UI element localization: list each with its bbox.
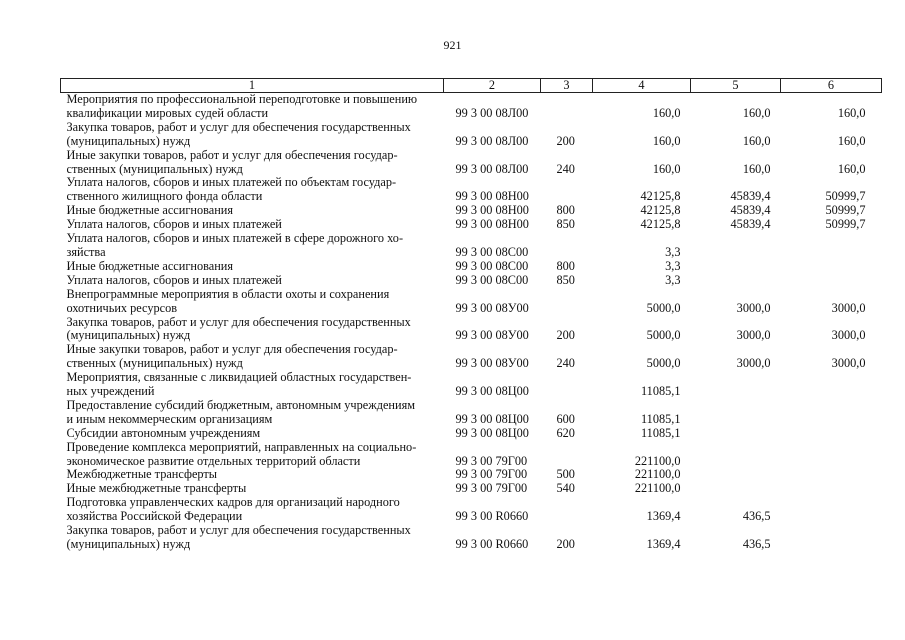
table-row — [61, 427, 882, 441]
row-value-col4: 5000,0 — [646, 328, 681, 343]
row-code: 99 3 00 R0660 — [455, 537, 529, 551]
row-value-col4: 42125,8 — [640, 189, 681, 204]
row-value-col6: 50999,7 — [825, 217, 866, 232]
row-value-col5: 3000,0 — [736, 328, 771, 343]
table-row — [61, 176, 882, 204]
table-row — [61, 524, 882, 552]
row-value-col4: 221100,0 — [634, 481, 681, 496]
row-description: Иные межбюджетные трансферты — [66, 481, 247, 496]
row-code: 99 3 00 08Н00 — [455, 217, 529, 232]
row-code: 99 3 00 08С00 — [455, 272, 529, 287]
table-row — [61, 496, 882, 524]
table-header-row — [61, 79, 882, 93]
row-expense-type: 200 — [556, 328, 575, 343]
row-description: Уплата налогов, сборов и иных платежей — [66, 217, 282, 232]
row-value-col6 — [781, 482, 882, 496]
row-value-col6 — [781, 496, 882, 524]
table-row — [61, 218, 882, 232]
row-value-col6: 160,0 — [837, 105, 866, 120]
row-expense-type: 800 — [556, 203, 575, 218]
row-description: Закупка товаров, работ и услуг для обеспечения государственных (муниципальных) нужд — [66, 523, 411, 551]
header-col-2: 2 — [444, 79, 541, 93]
row-expense-type: 850 — [556, 272, 575, 287]
row-value-col4: 11085,1 — [640, 425, 681, 440]
row-description: Закупка товаров, работ и услуг для обеспечения государственных (муниципальных) нужд — [66, 119, 411, 148]
row-value-col5 — [691, 468, 781, 482]
row-value-col4: 160,0 — [652, 161, 681, 176]
row-expense-type: 500 — [556, 467, 575, 482]
row-description: Субсидии автономным учреждениям — [66, 425, 261, 440]
row-value-col5 — [691, 371, 781, 399]
row-description: Межбюджетные трансферты — [66, 467, 218, 482]
row-value-col4: 221100,0 — [634, 453, 681, 468]
row-value-col5: 45839,4 — [730, 189, 771, 204]
budget-table — [60, 78, 882, 552]
row-description: Иные закупки товаров, работ и услуг для обеспечения государ- ственных (муниципальных) нужд — [66, 342, 398, 371]
row-value-col4: 221100,0 — [634, 467, 681, 482]
row-expense-type: 600 — [556, 411, 575, 426]
row-value-col4: 42125,8 — [640, 217, 681, 232]
table-row — [61, 441, 882, 469]
row-value-col5: 3000,0 — [736, 300, 771, 315]
row-expense-type: 620 — [556, 425, 575, 440]
row-description: Предоставление субсидий бюджетным, автономным учреждениям и иным некоммерческим организациям — [66, 397, 416, 426]
row-value-col4: 3,3 — [665, 244, 681, 259]
header-col-3: 3 — [541, 79, 593, 93]
row-code: 99 3 00 08Л00 — [455, 133, 529, 148]
row-value-col4: 11085,1 — [640, 411, 681, 426]
table-row — [61, 121, 882, 149]
table-row — [61, 204, 882, 218]
row-value-col6: 160,0 — [837, 161, 866, 176]
row-value-col6 — [781, 274, 882, 288]
row-value-col6 — [781, 427, 882, 441]
table-row — [61, 149, 882, 177]
row-description: Внепрограммные мероприятия в области охоты и сохранения охотничьих ресурсов — [66, 286, 390, 315]
table-row — [61, 93, 882, 121]
header-col-4: 4 — [593, 79, 691, 93]
header-col-1: 1 — [61, 79, 444, 93]
row-value-col4: 1369,4 — [646, 537, 681, 551]
row-expense-type: 800 — [556, 258, 575, 273]
row-value-col4: 3,3 — [665, 258, 681, 273]
row-code: 99 3 00 08Ц00 — [455, 411, 529, 426]
table-row — [61, 260, 882, 274]
row-expense-type — [541, 496, 593, 524]
row-value-col6: 50999,7 — [825, 203, 866, 218]
row-description: Иные бюджетные ассигнования — [66, 203, 234, 218]
row-code: 99 3 00 08У00 — [455, 300, 529, 315]
row-code: 99 3 00 08С00 — [455, 244, 529, 259]
table-row — [61, 399, 882, 427]
row-code: 99 3 00 R0660 — [455, 509, 529, 524]
table-row — [61, 288, 882, 316]
row-code: 99 3 00 08С00 — [455, 258, 529, 273]
row-value-col5 — [691, 482, 781, 496]
row-value-col5: 436,5 — [742, 509, 771, 524]
row-value-col4: 160,0 — [652, 133, 681, 148]
row-value-col5: 3000,0 — [736, 356, 771, 371]
row-description: Уплата налогов, сборов и иных платежей — [66, 272, 282, 287]
row-value-col6 — [781, 468, 882, 482]
row-expense-type: 200 — [556, 537, 575, 551]
row-expense-type: 200 — [556, 133, 575, 148]
row-value-col6 — [781, 399, 882, 427]
row-expense-type: 540 — [556, 481, 575, 496]
row-value-col5: 45839,4 — [730, 217, 771, 232]
row-value-col4: 5000,0 — [646, 356, 681, 371]
row-value-col6: 3000,0 — [831, 356, 866, 371]
row-value-col5: 436,5 — [742, 537, 771, 551]
row-value-col6 — [781, 260, 882, 274]
row-value-col5 — [691, 399, 781, 427]
row-code: 99 3 00 08Н00 — [455, 189, 529, 204]
row-value-col6: 3000,0 — [831, 300, 866, 315]
page-number: 921 — [443, 38, 462, 52]
table-row — [61, 371, 882, 399]
table-row — [61, 482, 882, 496]
row-code: 99 3 00 08Н00 — [455, 203, 529, 218]
row-value-col5 — [691, 427, 781, 441]
row-description: Подготовка управленческих кадров для организаций народного хозяйства Российской Федерации — [66, 495, 400, 524]
row-value-col4: 11085,1 — [640, 384, 681, 399]
row-description: Закупка товаров, работ и услуг для обеспечения государственных (муниципальных) нужд — [66, 314, 411, 343]
row-value-col5 — [691, 232, 781, 260]
row-value-col6: 50999,7 — [825, 189, 866, 204]
row-value-col5: 45839,4 — [730, 203, 771, 218]
row-value-col5: 160,0 — [742, 161, 771, 176]
row-expense-type: 240 — [556, 161, 575, 176]
row-expense-type — [541, 93, 593, 121]
row-value-col5 — [691, 260, 781, 274]
row-value-col6 — [781, 232, 882, 260]
row-code: 99 3 00 08Л00 — [455, 105, 529, 120]
table-row — [61, 343, 882, 371]
row-value-col4: 160,0 — [652, 105, 681, 120]
row-code: 99 3 00 08Л00 — [455, 161, 529, 176]
header-col-5: 5 — [691, 79, 781, 93]
row-value-col4: 42125,8 — [640, 203, 681, 218]
row-value-col4: 3,3 — [665, 272, 681, 287]
row-value-col4: 5000,0 — [646, 300, 681, 315]
row-value-col6 — [781, 441, 882, 469]
row-value-col5: 160,0 — [742, 105, 771, 120]
row-description: Проведение комплекса мероприятий, направленных на социально- экономическое развитие отдельных территорий области — [66, 439, 417, 468]
row-code: 99 3 00 08Ц00 — [455, 384, 529, 399]
row-description: Иные бюджетные ассигнования — [66, 258, 234, 273]
row-description: Мероприятия, связанные с ликвидацией областных государствен- ных учреждений — [66, 370, 412, 399]
row-description: Уплата налогов, сборов и иных платежей в сфере дорожного хо- зяйства — [66, 231, 404, 259]
row-expense-type — [541, 371, 593, 399]
header-col-6: 6 — [781, 79, 882, 93]
row-value-col4: 1369,4 — [646, 509, 681, 524]
row-value-col5 — [691, 274, 781, 288]
row-description: Уплата налогов, сборов и иных платежей по объектам государ- ственного жилищного фонда области — [66, 175, 397, 204]
row-expense-type: 850 — [556, 217, 575, 232]
table-row — [61, 274, 882, 288]
row-description: Иные закупки товаров, работ и услуг для обеспечения государ- ственных (муниципальных) нужд — [66, 147, 398, 176]
row-code: 99 3 00 79Г00 — [455, 467, 528, 482]
row-code: 99 3 00 79Г00 — [455, 481, 528, 496]
table-row — [61, 316, 882, 344]
row-value-col6: 160,0 — [837, 133, 866, 148]
row-code: 99 3 00 79Г00 — [455, 453, 528, 468]
row-expense-type — [541, 232, 593, 260]
row-expense-type — [541, 176, 593, 204]
row-expense-type — [541, 441, 593, 469]
row-expense-type — [541, 288, 593, 316]
row-description: Мероприятия по профессиональной переподготовке и повышению квалификации мировых судей области — [66, 92, 418, 120]
table-row — [61, 468, 882, 482]
row-value-col5 — [691, 441, 781, 469]
row-value-col6 — [781, 524, 882, 552]
row-value-col6 — [781, 371, 882, 399]
row-code: 99 3 00 08У00 — [455, 328, 529, 343]
row-expense-type: 240 — [556, 356, 575, 371]
row-code: 99 3 00 08У00 — [455, 356, 529, 371]
row-value-col6: 3000,0 — [831, 328, 866, 343]
table-row — [61, 232, 882, 260]
row-code: 99 3 00 08Ц00 — [455, 425, 529, 440]
row-value-col5: 160,0 — [742, 133, 771, 148]
